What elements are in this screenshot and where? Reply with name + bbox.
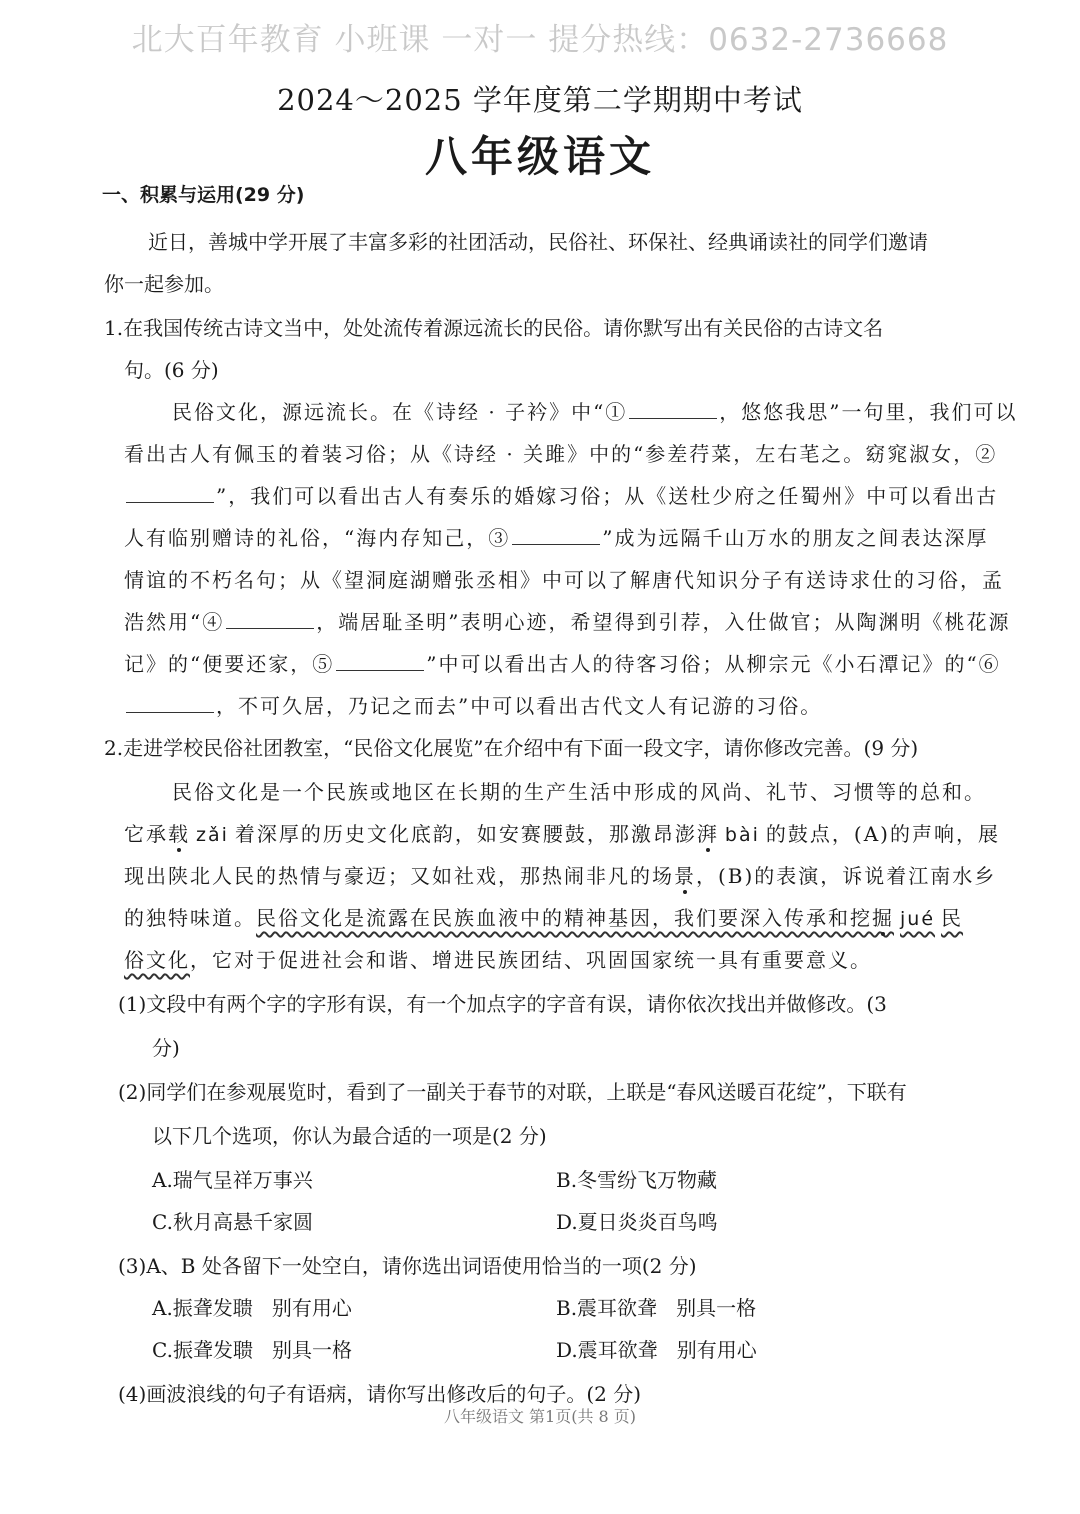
q1-line-6-a: 浩然用“④ — [124, 610, 225, 634]
sub3-stem: (3)A、B 处各留下一处空白，请你选出词语使用恰当的一项(2 分) — [118, 1254, 697, 1278]
pinyin: zǎi — [196, 824, 229, 846]
sub3-option-d[interactable]: D.震耳欲聋 别有用心 — [556, 1338, 757, 1362]
q1-line-8-b: ，不可久居，乃记之而去”中可以看出古代文人有记游的习俗。 — [216, 694, 823, 718]
q1-line-7-a: 记》的“便要还家，⑤ — [124, 652, 335, 676]
wavy-text: 民 — [941, 906, 964, 930]
q1-line-8 — [124, 690, 822, 719]
passage-text: ，(B)的表演，诉说着江南水乡 — [696, 864, 997, 888]
sub1-line-1: (1)文段中有两个字的字形有误，有一个加点字的字音有误，请你依次找出并做修改。(3 — [118, 992, 887, 1016]
sub4-stem: (4)画波浪线的句子有语病，请你写出修改后的句子。(2 分) — [118, 1382, 642, 1406]
sub3-option-b[interactable]: B.震耳欲聋 别具一格 — [556, 1296, 757, 1320]
q1-stem-line-1: 1.在我国传统古诗文当中，处处流传着源远流长的民俗。请你默写出有关民俗的古诗文名 — [104, 316, 884, 340]
passage-text: 着深厚的历史文化底韵，如安赛腰鼓，那激昂澎 — [234, 822, 697, 846]
q1-line-1-a: 民俗文化，源远流长。在《诗经 · 子衿》中“① — [172, 400, 628, 424]
q1-line-6-b: ，端居耻圣明”表明心迹，希望得到引荐，入仕做官；从陶渊明《桃花源 — [316, 610, 1011, 634]
q2-passage-line-4 — [124, 902, 963, 931]
sub2-option-b[interactable]: B.冬雪纷飞万物藏 — [556, 1168, 718, 1192]
sub2-option-a[interactable]: A.瑞气呈祥万事兴 — [152, 1168, 313, 1192]
answer-blank-4[interactable] — [226, 627, 314, 629]
q2-stem: 2.走进学校民俗社团教室，“民俗文化展览”在介绍中有下面一段文字，请你修改完善。(9 分) — [104, 736, 919, 760]
q1-line-7-b: ”中可以看出古人的待客习俗；从柳宗元《小石潭记》的“⑥ — [426, 652, 1001, 676]
page-footer: 八年级语文 第1页(共 8 页) — [443, 1407, 637, 1426]
passage-text: 现出陕北人民的热情与豪迈；又如社戏，那热闹非凡的场 — [124, 864, 674, 888]
answer-blank-1[interactable] — [629, 417, 717, 419]
passage-text: 的鼓点，(A)的声响，展 — [765, 822, 1000, 846]
passage-text: ，它对于促进社会和谐、增进民族团结、巩固国家统一具有重要意义。 — [190, 948, 872, 972]
exam-title: 2024～2025 学年度第二学期期中考试 — [277, 83, 803, 117]
q1-line-1 — [172, 396, 1018, 425]
watermark-text: 北大百年教育 小班课 一对一 提分热线：0632-2736668 — [131, 22, 949, 58]
pinyin: jué — [900, 908, 936, 930]
q2-passage-line-2 — [124, 818, 1000, 847]
subject-title: 八年级语文 — [424, 132, 655, 181]
q1-line-4-b: ”成为远隔千山万水的朋友之间表达深厚 — [602, 526, 989, 550]
section-heading: 一、积累与运用(29 分) — [102, 184, 305, 206]
wavy-text: 民俗文化是流露在民族血液中的精神基因，我们要深入传承和挖 — [256, 906, 872, 930]
q1-line-4 — [124, 522, 988, 551]
sub3-option-a[interactable]: A.振聋发聩 别有用心 — [152, 1296, 352, 1320]
q1-stem-line-2: 句。(6 分) — [124, 358, 219, 382]
answer-blank-3[interactable] — [512, 543, 600, 545]
intro-line-1: 近日，善城中学开展了丰富多彩的社团活动，民俗社、环保社、经典诵读社的同学们邀请 — [148, 230, 928, 254]
q1-line-4-a: 人有临别赠诗的礼俗，“海内存知己，③ — [124, 526, 511, 550]
dotted-char: 载 — [168, 822, 190, 846]
sub2-option-d[interactable]: D.夏日炎炎百鸟鸣 — [556, 1210, 718, 1234]
q2-passage-line-1: 民俗文化是一个民族或地区在长期的生产生活中形成的风尚、礼节、习惯等的总和。 — [172, 780, 986, 804]
sub2-line-1: (2)同学们在参观展览时，看到了一副关于春节的对联，上联是“春风送暖百花绽”，下联有 — [118, 1080, 907, 1104]
q1-line-7 — [124, 648, 1001, 677]
sub2-line-2: 以下几个选项，你认为最合适的一项是(2 分) — [152, 1124, 547, 1148]
wavy-sentence — [256, 906, 963, 930]
q2-passage-line-3 — [124, 860, 996, 889]
passage-text: 的独特味道。 — [124, 906, 256, 930]
sub3-option-c[interactable]: C.振聋发聩 别具一格 — [152, 1338, 353, 1362]
answer-blank-6[interactable] — [126, 711, 214, 713]
passage-text: 它承 — [124, 822, 168, 846]
q1-line-3-b: ”，我们可以看出古人有奏乐的婚嫁习俗；从《送杜少府之任蜀州》中可以看出古 — [216, 484, 999, 508]
pinyin: bài — [724, 824, 760, 846]
q1-line-3 — [124, 480, 998, 509]
dotted-char: 景 — [674, 864, 696, 888]
dotted-char: 湃 — [696, 822, 719, 846]
q1-line-1-b: ，悠悠我思”一句里，我们可以 — [719, 400, 1018, 424]
q1-line-5: 情谊的不朽名句；从《望洞庭湖赠张丞相》中可以了解唐代知识分子有送诗求仕的习俗，孟 — [124, 568, 1004, 592]
q2-passage-line-5 — [124, 944, 872, 973]
wavy-text: 俗文化 — [124, 948, 190, 972]
answer-blank-2[interactable] — [126, 501, 214, 503]
intro-line-2: 你一起参加。 — [104, 272, 224, 296]
sub2-option-c[interactable]: C.秋月高悬千家圆 — [152, 1210, 313, 1234]
q1-line-6 — [124, 606, 1010, 635]
q1-line-2: 看出古人有佩玉的着装习俗；从《诗经 · 关雎》中的“参差荇菜，左右芼之。窈窕淑女，② — [124, 442, 998, 466]
dotted-char: 掘 — [872, 906, 894, 930]
sub1-line-2: 分) — [152, 1036, 180, 1060]
answer-blank-5[interactable] — [336, 669, 424, 671]
